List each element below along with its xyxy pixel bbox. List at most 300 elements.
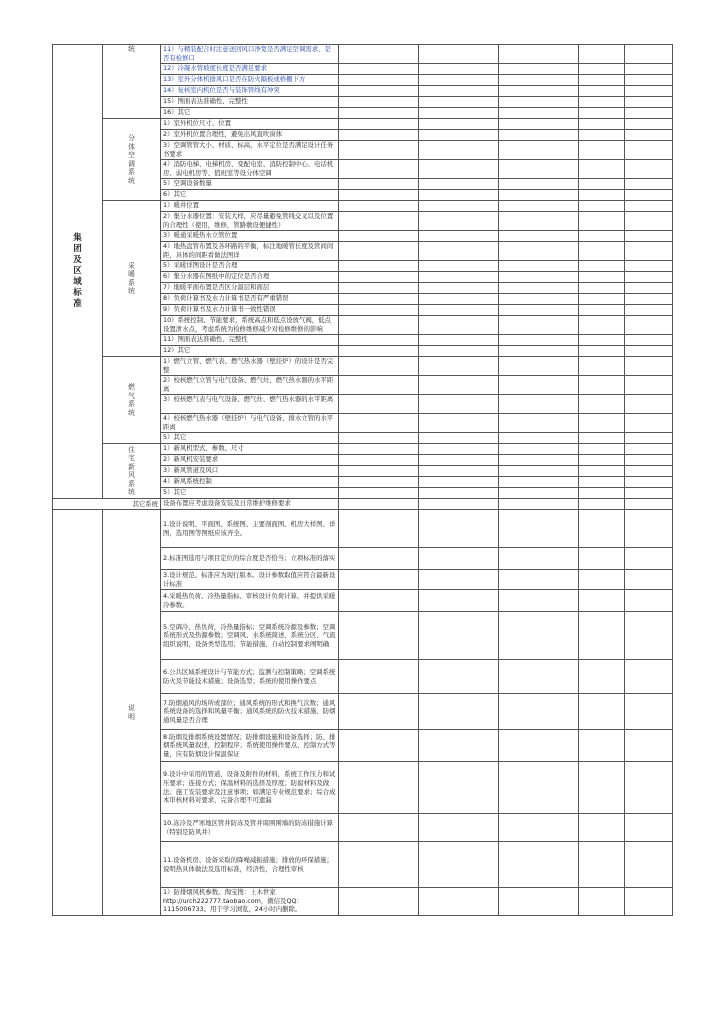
review-cell xyxy=(625,488,673,499)
review-cell xyxy=(625,75,673,86)
review-cell xyxy=(625,694,673,730)
review-cell xyxy=(339,660,419,694)
note-item: 7.防烟通风的场所或部位；通风系统的形式和换气次数；通风系统设备的选择和风量平衡；通风系统的防火技术措施、防烟通风量是否合理 xyxy=(161,694,339,730)
note-item: 4.采暖热负荷、冷热量指标、审核设计负荷计算，并提供采暖冷参数。 xyxy=(161,590,339,612)
note-item-last: 1）防排烟风机参数。淘宝搜：上木世家 http://urch222777.taobao.com，微信及QQ：1115006733。用于学习浏览，24小时内删除。 xyxy=(161,888,339,916)
review-cell xyxy=(499,272,579,283)
review-cell xyxy=(499,160,579,179)
review-cell xyxy=(499,64,579,75)
review-cell xyxy=(579,548,625,570)
review-cell xyxy=(419,570,499,590)
subsystem-cell-label: 燃气系统 xyxy=(128,383,135,417)
review-cell xyxy=(339,272,419,283)
review-cell xyxy=(579,141,625,160)
review-cell xyxy=(579,814,625,842)
review-cell xyxy=(419,261,499,272)
table-row xyxy=(53,119,673,130)
review-cell xyxy=(339,335,419,346)
review-cell xyxy=(579,272,625,283)
review-cell xyxy=(579,842,625,888)
review-cell xyxy=(499,45,579,64)
check-item: 设备布置应考虑设备安装及日常维护维修要求 xyxy=(161,499,339,510)
review-cell xyxy=(339,499,419,510)
subsystem-cell xyxy=(103,119,161,201)
check-item: 14）复核室内机位是否与装饰管线有冲突 xyxy=(161,86,339,97)
review-cell xyxy=(419,357,499,376)
check-item: 5）其它 xyxy=(161,433,339,444)
review-cell xyxy=(579,570,625,590)
subsystem-cell xyxy=(103,444,161,499)
review-cell xyxy=(419,762,499,814)
review-cell xyxy=(625,612,673,660)
check-item: 6）其它 xyxy=(161,190,339,201)
review-cell xyxy=(625,346,673,357)
review-cell xyxy=(419,590,499,612)
check-item: 10）系统控制、节能要求，系统高点和低点设放气阀，低点设置泄水点，考虑系统为检修维修减少对检修维修的影响 xyxy=(161,316,339,335)
review-cell xyxy=(499,888,579,916)
review-cell xyxy=(499,660,579,694)
review-cell xyxy=(339,305,419,316)
review-cell xyxy=(579,762,625,814)
check-item: 1）燃气立管、燃气表、燃气热水器（壁挂炉）的设计是否完整 xyxy=(161,357,339,376)
review-cell xyxy=(579,466,625,477)
review-cell xyxy=(499,242,579,261)
review-cell xyxy=(419,694,499,730)
table-row xyxy=(53,510,673,548)
review-cell xyxy=(625,294,673,305)
review-cell xyxy=(339,97,419,108)
review-cell xyxy=(499,590,579,612)
review-cell xyxy=(579,119,625,130)
review-cell xyxy=(579,201,625,212)
review-cell xyxy=(499,201,579,212)
review-cell xyxy=(419,108,499,119)
review-cell xyxy=(419,75,499,86)
review-cell xyxy=(579,477,625,488)
review-cell xyxy=(499,466,579,477)
review-cell xyxy=(419,612,499,660)
review-cell xyxy=(339,316,419,335)
subsystem-cell-label: 住宅新风系统 xyxy=(128,445,135,496)
review-cell xyxy=(339,842,419,888)
review-cell xyxy=(625,395,673,414)
review-cell xyxy=(579,108,625,119)
review-cell xyxy=(579,376,625,395)
check-item: 12）其它 xyxy=(161,346,339,357)
review-cell xyxy=(625,242,673,261)
review-cell xyxy=(419,86,499,97)
review-cell xyxy=(579,179,625,190)
review-cell xyxy=(625,376,673,395)
review-cell xyxy=(419,201,499,212)
review-cell xyxy=(499,130,579,141)
review-cell xyxy=(419,814,499,842)
review-cell xyxy=(579,86,625,97)
review-cell xyxy=(579,694,625,730)
review-cell xyxy=(579,242,625,261)
check-item: 2）集分水器位置：安装大样，应尽量避免管线交叉以及位置的合理性（使用，维修，管路敷设便捷性） xyxy=(161,212,339,231)
review-cell xyxy=(339,64,419,75)
review-cell xyxy=(625,108,673,119)
check-item: 9）负荷计算书及水力计算书一致性错误 xyxy=(161,305,339,316)
review-cell xyxy=(579,45,625,64)
review-cell xyxy=(625,179,673,190)
review-cell xyxy=(625,590,673,612)
check-item: 15）图面表达准确性、完整性 xyxy=(161,97,339,108)
review-cell xyxy=(625,477,673,488)
review-cell xyxy=(499,119,579,130)
check-item: 13）室外分体机排风口是否在防火隔板或格栅下方 xyxy=(161,75,339,86)
review-cell xyxy=(419,212,499,231)
review-cell xyxy=(625,272,673,283)
review-cell xyxy=(419,272,499,283)
review-cell xyxy=(419,316,499,335)
subsystem-cell-top xyxy=(103,45,161,119)
check-item: 8）负荷计算书及水力计算书是否有严重错误 xyxy=(161,294,339,305)
check-item: 4）校核燃气热水器（壁挂炉）与电气设备、排水立管的水平距离 xyxy=(161,414,339,433)
review-cell xyxy=(419,414,499,433)
review-cell xyxy=(579,414,625,433)
note-item: 1.设计说明、平面图、系统图、主要剖面图、机房大样图、详图，选用图等图纸应该齐全。 xyxy=(161,510,339,548)
review-cell xyxy=(579,357,625,376)
review-cell xyxy=(579,190,625,201)
review-cell xyxy=(419,190,499,201)
review-cell xyxy=(499,510,579,548)
review-cell xyxy=(625,730,673,762)
review-cell xyxy=(339,730,419,762)
other-system-label: 其它系统 xyxy=(53,499,161,510)
review-cell xyxy=(499,346,579,357)
check-item: 3）校核燃气表与电气设备、燃气灶、燃气热水器的水平距离 xyxy=(161,395,339,414)
review-cell xyxy=(499,570,579,590)
review-cell xyxy=(579,75,625,86)
review-cell xyxy=(419,130,499,141)
check-item: 12）冷凝水管坡度长度是否满足要求 xyxy=(161,64,339,75)
review-cell xyxy=(339,548,419,570)
note-item: 11.设备机房、设备采取的降噪减振措施；排放的环保措施；说明热具体做法及选用标准，经济性，合理性审核 xyxy=(161,842,339,888)
check-item: 1）新风机型式、参数、尺寸 xyxy=(161,444,339,455)
note-item: 6.公共区域系统设计与节能方式；监测与控制策略；空调系统防火及节能技术措施；设备选型；系统的使用操作要点 xyxy=(161,660,339,694)
review-cell xyxy=(419,283,499,294)
review-cell xyxy=(579,305,625,316)
review-cell xyxy=(499,357,579,376)
review-cell xyxy=(419,160,499,179)
review-cell xyxy=(579,499,625,510)
review-cell xyxy=(339,201,419,212)
review-cell xyxy=(339,45,419,64)
review-cell xyxy=(339,130,419,141)
review-cell xyxy=(339,455,419,466)
subsystem-cell xyxy=(103,357,161,444)
review-cell xyxy=(339,414,419,433)
review-cell xyxy=(339,231,419,242)
review-cell xyxy=(499,212,579,231)
review-cell xyxy=(625,283,673,294)
review-cell xyxy=(625,45,673,64)
check-item: 4）消防电梯、电梯机房、变配电室、消防控制中心、电话机房、弱电机房等、值班室等设分体空调 xyxy=(161,160,339,179)
review-cell xyxy=(499,694,579,730)
review-cell xyxy=(579,444,625,455)
notes-left-blank xyxy=(53,510,103,916)
notes-label-cell-label: 说明 xyxy=(128,704,135,721)
review-cell xyxy=(419,510,499,548)
check-item: 11）图面表达准确性、完整性 xyxy=(161,335,339,346)
review-cell xyxy=(579,395,625,414)
check-item: 5）采暖详图设计是否合理 xyxy=(161,261,339,272)
table-row xyxy=(53,45,673,64)
review-cell xyxy=(499,499,579,510)
review-cell xyxy=(419,395,499,414)
review-cell xyxy=(419,730,499,762)
review-cell xyxy=(419,242,499,261)
check-item: 2）校核燃气立管与电气设备、燃气灶、燃气热水器的水平距离 xyxy=(161,376,339,395)
review-cell xyxy=(625,414,673,433)
review-cell xyxy=(499,261,579,272)
review-cell xyxy=(625,466,673,477)
review-cell xyxy=(579,130,625,141)
review-cell xyxy=(625,499,673,510)
review-cell xyxy=(625,357,673,376)
note-item: 9.设计中采用的管道、设备及附件的材料，系统工作压力和试压要求；连接方式；保温材料的选择及厚度；防腐材料及做法；施工安装要求及注意事项；如满足专业规范要求；综合成本审核材料对要求，完备合理不可遗漏 xyxy=(161,762,339,814)
review-cell xyxy=(339,433,419,444)
review-cell xyxy=(579,97,625,108)
review-cell xyxy=(419,548,499,570)
review-cell xyxy=(579,64,625,75)
review-cell xyxy=(625,212,673,231)
review-cell xyxy=(499,414,579,433)
review-cell xyxy=(625,160,673,179)
review-cell xyxy=(499,97,579,108)
review-cell xyxy=(579,455,625,466)
review-cell xyxy=(339,190,419,201)
review-cell xyxy=(499,488,579,499)
review-cell xyxy=(625,570,673,590)
check-item: 1）室外机位尺寸、位置 xyxy=(161,119,339,130)
review-cell xyxy=(419,488,499,499)
review-cell xyxy=(499,477,579,488)
review-cell xyxy=(579,294,625,305)
review-cell xyxy=(419,888,499,916)
review-cell xyxy=(579,488,625,499)
review-cell xyxy=(579,590,625,612)
table-row xyxy=(53,201,673,212)
review-cell xyxy=(419,45,499,64)
review-cell xyxy=(339,283,419,294)
review-cell xyxy=(419,466,499,477)
review-cell xyxy=(419,660,499,694)
review-cell xyxy=(579,316,625,335)
review-cell xyxy=(579,888,625,916)
note-item: 3.设计规范、标准应为现行版本。设计参数取值应符合最新设计标准 xyxy=(161,570,339,590)
review-cell xyxy=(499,762,579,814)
review-cell xyxy=(339,376,419,395)
review-cell xyxy=(419,444,499,455)
review-cell xyxy=(625,201,673,212)
review-cell xyxy=(499,612,579,660)
check-item: 3）暖通采暖热水立管位置 xyxy=(161,231,339,242)
review-cell xyxy=(579,335,625,346)
subsystem-cell-top-label: 统 xyxy=(128,45,135,53)
table-row xyxy=(53,357,673,376)
review-cell xyxy=(579,283,625,294)
review-cell xyxy=(579,160,625,179)
review-cell xyxy=(499,548,579,570)
review-cell xyxy=(499,730,579,762)
review-cell xyxy=(499,108,579,119)
review-cell xyxy=(339,357,419,376)
category-cell xyxy=(53,45,103,499)
review-cell xyxy=(625,888,673,916)
check-item: 5）其它 xyxy=(161,488,339,499)
review-cell xyxy=(499,141,579,160)
review-cell xyxy=(419,179,499,190)
review-cell xyxy=(625,305,673,316)
review-cell xyxy=(339,570,419,590)
review-cell xyxy=(499,305,579,316)
note-item: 5.空调冷、热负荷，冷热量指标；空调系统冷源及参数；空调系统形式及热源参数；空调风、水系统简述，系统分区、气流组织说明，设备类型选用；节能措施、自动控制要求阐明确 xyxy=(161,612,339,660)
review-cell xyxy=(499,814,579,842)
review-cell xyxy=(625,130,673,141)
review-cell xyxy=(339,212,419,231)
review-cell xyxy=(419,97,499,108)
review-cell xyxy=(419,231,499,242)
review-cell xyxy=(419,64,499,75)
subsystem-cell-label: 分体空调系统 xyxy=(128,134,135,185)
subsystem-cell xyxy=(103,201,161,357)
review-cell xyxy=(499,86,579,97)
review-cell xyxy=(499,283,579,294)
review-cell xyxy=(419,335,499,346)
review-cell xyxy=(419,455,499,466)
note-item: 10.冻冷及严寒地区管井防冻及管井周围围墙的防冻措施计算（特别是防风井） xyxy=(161,814,339,842)
review-cell xyxy=(339,814,419,842)
review-cell xyxy=(339,108,419,119)
review-cell xyxy=(499,231,579,242)
review-cell xyxy=(625,97,673,108)
review-cell xyxy=(339,75,419,86)
review-cell xyxy=(499,433,579,444)
review-cell xyxy=(339,86,419,97)
review-cell xyxy=(339,141,419,160)
review-cell xyxy=(419,376,499,395)
review-cell xyxy=(625,261,673,272)
review-cell xyxy=(499,190,579,201)
review-cell xyxy=(579,730,625,762)
table-row xyxy=(53,499,673,510)
check-item: 4）地热盘管布置及各环路的平衡，标注地暖管长度及管间间距，具体的间距看做法图详 xyxy=(161,242,339,261)
review-cell xyxy=(579,212,625,231)
review-cell xyxy=(419,433,499,444)
review-cell xyxy=(339,488,419,499)
review-cell xyxy=(339,261,419,272)
check-item: 3）新风管道及风口 xyxy=(161,466,339,477)
check-item: 5）空调设备数量 xyxy=(161,179,339,190)
review-cell xyxy=(499,395,579,414)
review-cell xyxy=(499,179,579,190)
review-cell xyxy=(625,510,673,548)
review-cell xyxy=(339,888,419,916)
notes-label-cell xyxy=(103,510,161,916)
review-cell xyxy=(625,86,673,97)
category-cell-label: 集团及区域标准 xyxy=(73,233,82,309)
table-row xyxy=(53,444,673,455)
review-cell xyxy=(339,510,419,548)
check-item: 16）其它 xyxy=(161,108,339,119)
review-cell xyxy=(579,231,625,242)
review-cell xyxy=(339,590,419,612)
review-cell xyxy=(339,294,419,305)
review-cell xyxy=(625,316,673,335)
check-item: 1）暖井位置 xyxy=(161,201,339,212)
review-cell xyxy=(339,694,419,730)
check-item: 11）与精装配合时注意送回风口净宽是否满足空调需求，是否有检修口 xyxy=(161,45,339,64)
check-item: 2）室外机位置合理性，避免出风直吹窗体 xyxy=(161,130,339,141)
review-cell xyxy=(419,119,499,130)
review-cell xyxy=(625,335,673,346)
review-cell xyxy=(419,346,499,357)
check-item: 7）地暖平面布置是否区分温层和面层 xyxy=(161,283,339,294)
review-cell xyxy=(579,261,625,272)
subsystem-cell-label: 采暖系统 xyxy=(128,261,135,295)
review-cell xyxy=(339,477,419,488)
review-cell xyxy=(499,316,579,335)
review-cell xyxy=(499,335,579,346)
note-item: 2.标准图选用与项目定位的综合度是否恰当；立项标准的落实 xyxy=(161,548,339,570)
review-cell xyxy=(339,242,419,261)
review-cell xyxy=(499,75,579,86)
note-item: 8.防烟及排烟系统设置情况；防排烟设施和设备选择；防、排烟系统风量叙述，控制程序；系统使用操作要点、控制方式等量，应有防烟设计保温保证 xyxy=(161,730,339,762)
review-cell xyxy=(419,141,499,160)
review-cell xyxy=(339,444,419,455)
review-cell xyxy=(625,660,673,694)
review-cell xyxy=(499,444,579,455)
check-item: 4）新风系统控制 xyxy=(161,477,339,488)
review-cell xyxy=(419,842,499,888)
review-cell xyxy=(579,510,625,548)
review-cell xyxy=(499,455,579,466)
review-cell xyxy=(625,455,673,466)
review-cell xyxy=(419,294,499,305)
review-cell xyxy=(625,119,673,130)
review-cell xyxy=(339,466,419,477)
review-cell xyxy=(579,660,625,694)
review-cell xyxy=(579,346,625,357)
review-cell xyxy=(339,612,419,660)
review-cell xyxy=(625,842,673,888)
review-cell xyxy=(625,762,673,814)
check-item: 3）空调管管大小、材质、标高，水平定位是否满足设计任务书要求 xyxy=(161,141,339,160)
review-cell xyxy=(419,499,499,510)
review-cell xyxy=(499,294,579,305)
review-cell xyxy=(625,231,673,242)
review-checklist-table xyxy=(52,44,673,916)
review-cell xyxy=(625,433,673,444)
check-item: 2）新风机安装要求 xyxy=(161,455,339,466)
review-cell xyxy=(625,64,673,75)
review-cell xyxy=(419,305,499,316)
review-cell xyxy=(499,376,579,395)
review-cell xyxy=(339,346,419,357)
review-cell xyxy=(339,762,419,814)
review-cell xyxy=(625,548,673,570)
review-cell xyxy=(419,477,499,488)
review-cell xyxy=(339,395,419,414)
review-cell xyxy=(625,814,673,842)
review-cell xyxy=(499,842,579,888)
review-cell xyxy=(339,179,419,190)
review-cell xyxy=(579,612,625,660)
review-cell xyxy=(625,190,673,201)
